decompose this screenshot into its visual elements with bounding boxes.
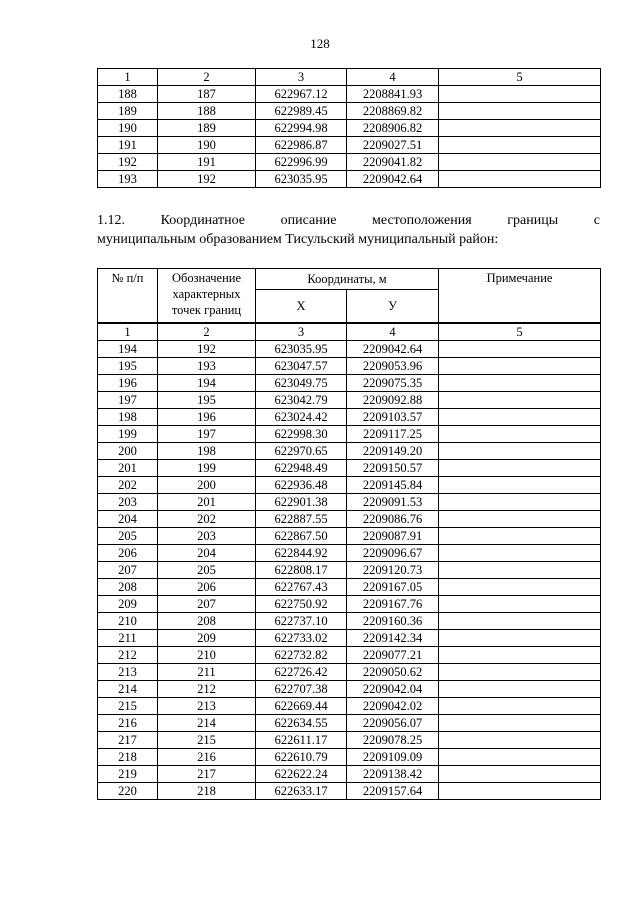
table-row [98,528,601,545]
cell-point-designation: 191 [158,154,256,171]
cell-x: 622808.17 [256,562,347,579]
cell-x: 622633.17 [256,783,347,800]
cell-y: 2209096.67 [347,545,439,562]
cell-point-number: 201 [98,460,158,477]
cell-x: 622994.98 [256,120,347,137]
cell-point-designation: 204 [158,545,256,562]
cell-point-designation: 205 [158,562,256,579]
table-row [98,613,601,630]
table-row [98,409,601,426]
cell-point-number: 192 [98,154,158,171]
cell-y: 2209077.21 [347,647,439,664]
cell-point-number: 214 [98,681,158,698]
column-number-2: 2 [158,323,256,341]
cell-y: 2209157.64 [347,783,439,800]
coordinates-table [97,268,601,800]
column-number-5: 5 [439,69,601,86]
cell-point-number: 197 [98,392,158,409]
cell-point-designation: 207 [158,596,256,613]
cell-point-number: 216 [98,715,158,732]
cell-point-number: 207 [98,562,158,579]
cell-y: 2209053.96 [347,358,439,375]
cell-y: 2209145.84 [347,477,439,494]
table-row [98,154,601,171]
cell-y: 2209086.76 [347,511,439,528]
cell-y: 2209091.53 [347,494,439,511]
cell-note [439,664,601,681]
cell-x: 622622.24 [256,766,347,783]
page-number: 128 [310,36,330,51]
cell-point-designation: 210 [158,647,256,664]
cell-note [439,477,601,494]
cell-x: 623024.42 [256,409,347,426]
cell-x: 622732.82 [256,647,347,664]
paragraph-word: с [593,213,600,228]
cell-point-number: 199 [98,426,158,443]
table-row [98,86,601,103]
cell-point-designation: 196 [158,409,256,426]
header-x: Х [256,290,347,324]
cell-point-designation: 212 [158,681,256,698]
cell-x: 622970.65 [256,443,347,460]
cell-point-number: 202 [98,477,158,494]
column-number-4: 4 [347,323,439,341]
cell-point-designation: 218 [158,783,256,800]
cell-note [439,120,601,137]
table-row [98,443,601,460]
cell-y: 2209078.25 [347,732,439,749]
cell-point-designation: 192 [158,171,256,188]
header-point-designation: Обозначение характерных точек границ [158,269,256,324]
cell-point-designation: 199 [158,460,256,477]
cell-point-number: 212 [98,647,158,664]
table-row [98,171,601,188]
cell-x: 622844.92 [256,545,347,562]
cell-point-designation: 208 [158,613,256,630]
cell-note [439,766,601,783]
cell-y: 2209050.62 [347,664,439,681]
table-row [98,511,601,528]
cell-point-number: 220 [98,783,158,800]
cell-x: 622634.55 [256,715,347,732]
table-row [98,341,601,358]
cell-x: 623047.57 [256,358,347,375]
table-row [98,120,601,137]
cell-x: 623049.75 [256,375,347,392]
cell-x: 622996.99 [256,154,347,171]
cell-point-designation: 213 [158,698,256,715]
cell-y: 2209042.04 [347,681,439,698]
cell-x: 622726.42 [256,664,347,681]
cell-point-designation: 203 [158,528,256,545]
cell-y: 2208869.82 [347,103,439,120]
cell-x: 622611.17 [256,732,347,749]
cell-point-designation: 192 [158,341,256,358]
cell-point-designation: 189 [158,120,256,137]
table-row [98,749,601,766]
cell-point-number: 219 [98,766,158,783]
cell-x: 622767.43 [256,579,347,596]
cell-y: 2209167.76 [347,596,439,613]
cell-point-number: 204 [98,511,158,528]
cell-y: 2209120.73 [347,562,439,579]
section-heading-line2: муниципальным образованием Тисульский муниципальный район: [97,232,499,247]
cell-point-number: 193 [98,171,158,188]
cell-x: 622887.55 [256,511,347,528]
column-number-5: 5 [439,323,601,341]
cell-note [439,137,601,154]
cell-point-designation: 206 [158,579,256,596]
cell-y: 2209087.91 [347,528,439,545]
cell-point-number: 196 [98,375,158,392]
cell-point-designation: 201 [158,494,256,511]
cell-note [439,375,601,392]
cell-x: 623042.79 [256,392,347,409]
cell-point-number: 205 [98,528,158,545]
table-row [98,460,601,477]
cell-x: 623035.95 [256,171,347,188]
cell-y: 2209109.09 [347,749,439,766]
cell-y: 2209150.57 [347,460,439,477]
column-number-1: 1 [98,323,158,341]
cell-y: 2209117.25 [347,426,439,443]
table-row [98,698,601,715]
cell-note [439,494,601,511]
cell-note [439,103,601,120]
cell-note [439,562,601,579]
cell-point-number: 211 [98,630,158,647]
cell-point-number: 190 [98,120,158,137]
cell-x: 622737.10 [256,613,347,630]
header-note: Примечание [439,269,601,324]
cell-point-number: 208 [98,579,158,596]
table-row [98,596,601,613]
cell-x: 622967.12 [256,86,347,103]
cell-point-number: 215 [98,698,158,715]
cell-y: 2209103.57 [347,409,439,426]
cell-y: 2209042.64 [347,171,439,188]
cell-y: 2209075.35 [347,375,439,392]
cell-note [439,715,601,732]
coordinates-table-continued [97,68,601,188]
cell-note [439,86,601,103]
paragraph-word: границы [507,213,559,228]
table-row [98,766,601,783]
cell-point-number: 195 [98,358,158,375]
cell-x: 622669.44 [256,698,347,715]
header-coordinates: Координаты, м [256,269,439,290]
cell-note [439,613,601,630]
cell-x: 622936.48 [256,477,347,494]
cell-point-number: 213 [98,664,158,681]
cell-point-designation: 214 [158,715,256,732]
cell-x: 623035.95 [256,341,347,358]
cell-note [439,698,601,715]
cell-x: 622733.02 [256,630,347,647]
cell-note [439,749,601,766]
cell-y: 2209041.82 [347,154,439,171]
cell-note [439,732,601,749]
cell-point-number: 194 [98,341,158,358]
table-row [98,630,601,647]
table-row [98,358,601,375]
cell-point-number: 209 [98,596,158,613]
cell-point-designation: 217 [158,766,256,783]
cell-point-designation: 188 [158,103,256,120]
cell-note [439,528,601,545]
paragraph-word: Координатное [160,213,246,228]
cell-note [439,545,601,562]
column-number-4: 4 [347,69,439,86]
cell-point-designation: 190 [158,137,256,154]
cell-y: 2208841.93 [347,86,439,103]
cell-point-designation: 211 [158,664,256,681]
cell-note [439,596,601,613]
cell-y: 2209138.42 [347,766,439,783]
table-row [98,647,601,664]
table-row [98,426,601,443]
cell-x: 622750.92 [256,596,347,613]
cell-point-designation: 193 [158,358,256,375]
table-row [98,715,601,732]
table-row [98,732,601,749]
cell-point-designation: 216 [158,749,256,766]
cell-point-number: 218 [98,749,158,766]
column-number-2: 2 [158,69,256,86]
cell-point-designation: 209 [158,630,256,647]
cell-note [439,460,601,477]
cell-point-designation: 200 [158,477,256,494]
cell-note [439,511,601,528]
cell-point-designation: 194 [158,375,256,392]
cell-note [439,681,601,698]
cell-point-number: 191 [98,137,158,154]
cell-x: 622707.38 [256,681,347,698]
cell-point-number: 203 [98,494,158,511]
header-y: У [347,290,439,324]
column-number-1: 1 [98,69,158,86]
cell-y: 2209027.51 [347,137,439,154]
paragraph-word: местоположения [372,213,472,228]
cell-point-number: 188 [98,86,158,103]
cell-x: 622998.30 [256,426,347,443]
table-row [98,137,601,154]
cell-note [439,171,601,188]
header-point-number: № п/п [98,269,158,324]
column-number-3: 3 [256,323,347,341]
cell-point-number: 206 [98,545,158,562]
cell-x: 622948.49 [256,460,347,477]
cell-y: 2208906.82 [347,120,439,137]
table-row [98,783,601,800]
table-row [98,562,601,579]
cell-y: 2209160.36 [347,613,439,630]
cell-point-number: 198 [98,409,158,426]
cell-point-number: 189 [98,103,158,120]
cell-y: 2209149.20 [347,443,439,460]
section-heading-line1 [97,211,600,230]
cell-y: 2209042.64 [347,341,439,358]
cell-x: 622986.87 [256,137,347,154]
cell-note [439,341,601,358]
cell-point-designation: 202 [158,511,256,528]
cell-note [439,783,601,800]
table-row [98,664,601,681]
cell-point-designation: 187 [158,86,256,103]
cell-y: 2209142.34 [347,630,439,647]
cell-note [439,579,601,596]
cell-x: 622610.79 [256,749,347,766]
cell-x: 622901.38 [256,494,347,511]
table-row [98,103,601,120]
cell-x: 622867.50 [256,528,347,545]
cell-point-number: 210 [98,613,158,630]
cell-note [439,392,601,409]
table-row [98,392,601,409]
cell-point-number: 217 [98,732,158,749]
cell-note [439,426,601,443]
cell-note [439,647,601,664]
table-row [98,545,601,562]
table-row [98,494,601,511]
table-row [98,579,601,596]
cell-y: 2209056.07 [347,715,439,732]
cell-y: 2209167.05 [347,579,439,596]
column-numbering-row [98,323,601,341]
table-header-row [98,69,601,86]
cell-y: 2209092.88 [347,392,439,409]
cell-note [439,443,601,460]
cell-point-number: 200 [98,443,158,460]
cell-point-designation: 195 [158,392,256,409]
cell-note [439,409,601,426]
cell-note [439,358,601,375]
table-row [98,375,601,392]
column-number-3: 3 [256,69,347,86]
cell-x: 622989.45 [256,103,347,120]
cell-y: 2209042.02 [347,698,439,715]
table-row [98,681,601,698]
section-number: 1.12. [97,213,125,228]
cell-note [439,154,601,171]
cell-point-designation: 215 [158,732,256,749]
cell-point-designation: 198 [158,443,256,460]
table-row [98,477,601,494]
paragraph-word: описание [280,213,337,228]
cell-note [439,630,601,647]
cell-point-designation: 197 [158,426,256,443]
